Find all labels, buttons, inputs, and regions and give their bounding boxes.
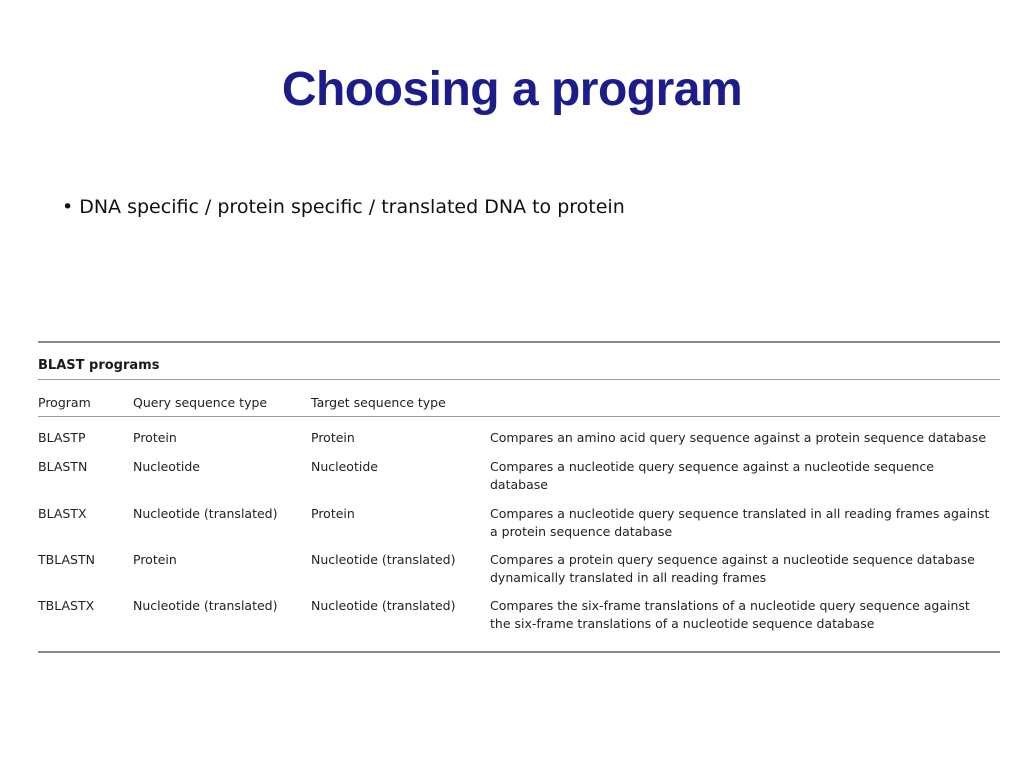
cell-query: Protein	[133, 552, 177, 567]
cell-program: BLASTX	[38, 506, 87, 521]
cell-description: Compares a nucleotide query sequence translated in all reading frames against a protein sequence database	[490, 506, 990, 539]
cell-program: BLASTN	[38, 459, 88, 474]
cell-description: Compares the six-frame translations of a nucleotide query sequence against the six-frame translations of a nucleotide sequence database	[490, 598, 970, 631]
table-body	[38, 417, 1000, 651]
table-caption: BLAST programs	[38, 343, 1000, 380]
cell-target: Nucleotide (translated)	[311, 552, 456, 567]
cell-description: Compares a nucleotide query sequence against a nucleotide sequence database	[490, 459, 934, 492]
header-target-type: Target sequence type	[311, 395, 446, 410]
cell-program: TBLASTN	[38, 552, 95, 567]
header-query-type: Query sequence type	[133, 395, 268, 410]
cell-target: Protein	[311, 430, 355, 445]
cell-query: Nucleotide (translated)	[133, 506, 278, 521]
cell-description: Compares a protein query sequence against a nucleotide sequence database dynamically translated in all reading frames	[490, 552, 975, 585]
cell-program: TBLASTX	[38, 598, 95, 613]
table-header-row	[38, 380, 1000, 417]
cell-target: Nucleotide	[311, 459, 378, 474]
cell-query: Protein	[133, 430, 177, 445]
table-row	[38, 458, 1000, 494]
header-description	[490, 394, 1000, 412]
bullet-dot-icon: •	[62, 196, 74, 218]
cell-target: Nucleotide (translated)	[311, 598, 456, 613]
cell-program: BLASTP	[38, 430, 86, 445]
cell-target: Protein	[311, 506, 355, 521]
blast-programs-table	[38, 341, 1000, 653]
table-row	[38, 551, 1000, 587]
table-row	[38, 597, 1000, 633]
cell-query: Nucleotide	[133, 459, 200, 474]
table-row	[38, 429, 1000, 447]
cell-query: Nucleotide (translated)	[133, 598, 278, 613]
slide-title: Choosing a program	[281, 63, 743, 116]
table-row	[38, 505, 1000, 541]
header-program: Program	[38, 395, 91, 410]
bullet-text: DNA specific / protein specific / translated DNA to protein	[79, 196, 625, 218]
cell-description: Compares an amino acid query sequence against a protein sequence database	[490, 430, 987, 445]
bullet-point	[62, 196, 625, 218]
